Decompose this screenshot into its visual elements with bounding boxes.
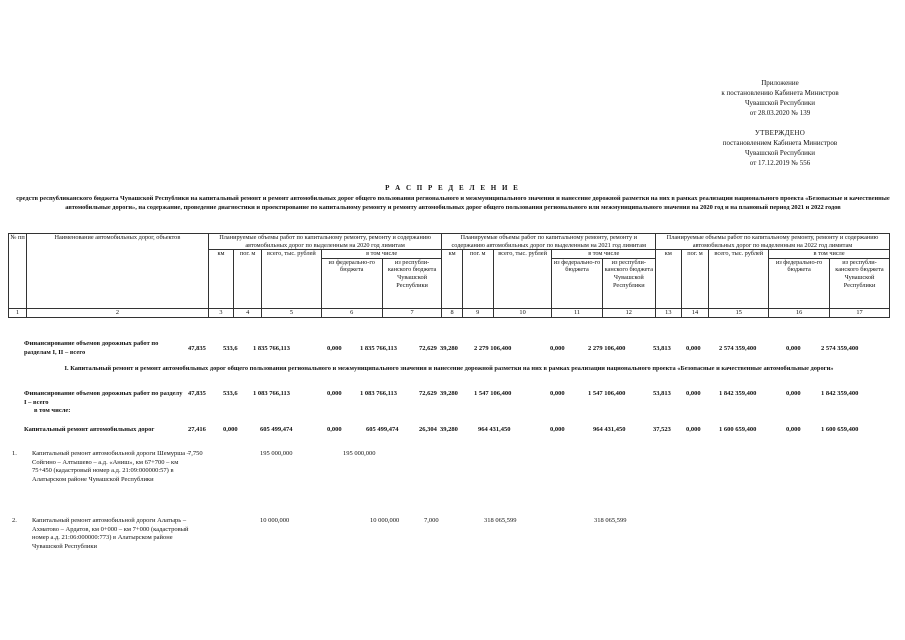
cell-pm-2020: 533,6 (223, 390, 238, 397)
cell-federal-2021: 0,000 (550, 390, 565, 397)
row-name-text: Финансирование объемов дорожных работ по разделу I – всего (24, 390, 183, 406)
cell-pm-2022: 0,000 (686, 345, 701, 352)
cell-republic-2020: 1 835 766,113 (360, 345, 398, 352)
document-subtitle: средств республиканского бюджета Чувашской Республики на капитальный ремонт и ремонт автомобильных дорог общего пользования регионального и межмуниципального значения и нанесение дорожной разметки на них в рамках реализации национального проекта «Безопасные и качественные автомобильные дороги», на содержание, проведение диагностики и проектирование по капитальному ремонту и ремонту автомобильных дорог общего пользования регионального или межмуниципального значения на 2020 год и на плановый период 2021 и 2022 годов (16, 195, 890, 211)
col-number: 9 (462, 308, 493, 317)
cell-km-2020: 47,835 (188, 390, 206, 397)
approved-line: Чувашской Республики (744, 149, 816, 157)
cell-km-2020: 7,750 (188, 450, 203, 457)
col-header-incl: в том числе (769, 250, 890, 259)
appendix-line: Приложение (761, 79, 799, 87)
col-header-km: км (208, 250, 234, 309)
col-number: 4 (234, 308, 262, 317)
cell-republic-2020: 195 000,000 (343, 450, 376, 457)
appendix-line: от 28.03.2020 № 139 (749, 109, 811, 117)
approved-block (700, 128, 860, 168)
col-header-num: № пп (9, 234, 27, 309)
distribution-table-header (8, 233, 890, 318)
col-number: 5 (262, 308, 322, 317)
appendix-line: к постановлению Кабинета Министров (721, 89, 839, 97)
col-number: 14 (681, 308, 709, 317)
col-number: 13 (656, 308, 682, 317)
cell-pm-2022: 0,000 (686, 390, 701, 397)
col-header-total: всего, тыс. рублей (709, 250, 769, 309)
cell-total-2021: 318 065,599 (484, 517, 517, 524)
row-name (24, 390, 184, 416)
cell-total-2022: 1 842 359,400 (719, 390, 757, 397)
approved-line: УТВЕРЖДЕНО (754, 129, 806, 137)
col-header-2020: Планируемые объемы работ по капитальному ремонту, ремонту и содержанию автомобильных дорог по выделенным на 2020 год лимитам (208, 234, 442, 250)
row-name: Капитальный ремонт автомобильной дороги Шемурша – Сойгино – Алтышево – а.д. «Аниш», км 67+700 – км 75+450 (кадастровый номер а.д. 21:09:000000:57) в Алатырском районе Чувашской Республики (32, 450, 190, 483)
col-number: 16 (769, 308, 830, 317)
cell-federal-2022: 0,000 (786, 390, 801, 397)
col-number: 12 (602, 308, 655, 317)
cell-republic-2020: 605 499,474 (366, 426, 399, 433)
approved-line: постановлением Кабинета Министров (722, 139, 838, 147)
cell-federal-2022: 0,000 (786, 426, 801, 433)
cell-republic-2021: 318 065,599 (594, 517, 627, 524)
row-incl: в том числе: (34, 407, 71, 415)
cell-federal-2020: 0,000 (327, 390, 342, 397)
col-number: 7 (382, 308, 442, 317)
row-name: Финансирование объемов дорожных работ по разделам I, II – всего (24, 340, 159, 356)
col-header-pm: пог. м (462, 250, 493, 309)
col-header-incl: в том числе (321, 250, 442, 259)
col-header-republic: из республи-канского бюджета Чувашской Республики (830, 258, 890, 308)
cell-federal-2020: 0,000 (327, 426, 342, 433)
col-header-total: всего, тыс. рублей (262, 250, 322, 309)
col-header-2021: Планируемые объемы работ по капитальному ремонту, ремонту и содержанию автомобильных дорог по выделенным на 2021 год лимитам (442, 234, 656, 250)
col-header-km: км (442, 250, 462, 309)
cell-pm-2022: 0,000 (686, 426, 701, 433)
col-header-pm: пог. м (681, 250, 709, 309)
col-header-republic: из республи-канского бюджета Чувашской Республики (382, 258, 442, 308)
document-title: Р А С П Р Е Д Е Л Е Н И Е (385, 184, 520, 192)
cell-km-2021: 26,304 (419, 426, 437, 433)
cell-km-2022: 53,813 (653, 345, 671, 352)
cell-pm-2021: 39,280 (440, 345, 458, 352)
cell-republic-2021: 964 431,450 (593, 426, 626, 433)
cell-km-2021: 72,629 (419, 390, 437, 397)
cell-republic-2022: 2 574 359,400 (821, 345, 859, 352)
cell-total-2021: 1 547 106,400 (474, 390, 512, 397)
col-number: 11 (552, 308, 602, 317)
cell-total-2021: 2 279 106,400 (474, 345, 512, 352)
col-header-total: всего, тыс. рублей (493, 250, 552, 309)
col-header-federal: из федерально-го бюджета (321, 258, 382, 308)
col-header-federal: из федерально-го бюджета (769, 258, 830, 308)
cell-federal-2022: 0,000 (786, 345, 801, 352)
cell-pm-2020: 0,000 (223, 426, 238, 433)
col-number: 17 (830, 308, 890, 317)
cell-republic-2020: 1 083 766,113 (360, 390, 398, 397)
cell-km-2021: 7,000 (424, 517, 439, 524)
cell-pm-2020: 533,6 (223, 345, 238, 352)
cell-total-2020: 1 835 766,113 (253, 345, 291, 352)
col-number: 8 (442, 308, 462, 317)
appendix-line: Чувашской Республики (744, 99, 816, 107)
cell-km-2022: 37,523 (653, 426, 671, 433)
cell-federal-2021: 0,000 (550, 426, 565, 433)
cell-total-2020: 195 000,000 (260, 450, 293, 457)
cell-km-2020: 47,835 (188, 345, 206, 352)
col-header-incl: в том числе (552, 250, 656, 259)
row-name: Капитальный ремонт автомобильных дорог (24, 426, 155, 433)
col-header-2022: Планируемые объемы работ по капитальному ремонту, ремонту и содержанию автомобильных дорог по выделенным на 2022 год лимитам (656, 234, 890, 250)
cell-km-2021: 72,629 (419, 345, 437, 352)
col-number: 6 (321, 308, 382, 317)
cell-total-2021: 964 431,450 (478, 426, 511, 433)
approved-line: от 17.12.2019 № 556 (749, 159, 811, 167)
col-number: 1 (9, 308, 27, 317)
cell-republic-2022: 1 842 359,400 (821, 390, 859, 397)
cell-total-2022: 1 600 659,400 (719, 426, 757, 433)
cell-total-2022: 2 574 359,400 (719, 345, 757, 352)
col-header-republic: из республи-канского бюджета Чувашской Республики (602, 258, 655, 308)
row-num: 2. (12, 517, 17, 524)
row-num: 1. (12, 450, 17, 457)
cell-federal-2020: 0,000 (327, 345, 342, 352)
col-header-km: км (656, 250, 682, 309)
cell-pm-2021: 39,280 (440, 390, 458, 397)
section-1-title: I. Капитальный ремонт и ремонт автомобильных дорог общего пользования регионального и межмуниципального значения и нанесение дорожной разметки на них в рамках реализации национального проекта «Безопасные и качественные автомобильные дороги» (64, 365, 834, 372)
col-header-pm: пог. м (234, 250, 262, 309)
row-name: Капитальный ремонт автомобильной дороги Алатырь – Ахматово – Ардатов, км 0+000 – км 7+000 (кадастровый номер а.д. 21:06:000000:773) в Алатырском районе Чувашской Республики (32, 517, 189, 550)
cell-federal-2021: 0,000 (550, 345, 565, 352)
col-number: 10 (493, 308, 552, 317)
appendix-block (700, 78, 860, 118)
col-number: 15 (709, 308, 769, 317)
cell-total-2020: 1 083 766,113 (253, 390, 291, 397)
cell-km-2022: 53,813 (653, 390, 671, 397)
cell-republic-2021: 2 279 106,400 (588, 345, 626, 352)
cell-republic-2022: 1 600 659,400 (821, 426, 859, 433)
cell-republic-2020: 10 000,000 (370, 517, 400, 524)
col-number: 2 (27, 308, 209, 317)
cell-total-2020: 10 000,000 (260, 517, 290, 524)
cell-km-2020: 27,416 (188, 426, 206, 433)
col-header-federal: из федерально-го бюджета (552, 258, 602, 308)
col-header-name: Наименование автомобильных дорог, объектов (27, 234, 209, 309)
cell-republic-2021: 1 547 106,400 (588, 390, 626, 397)
col-number: 3 (208, 308, 234, 317)
cell-total-2020: 605 499,474 (260, 426, 293, 433)
cell-pm-2021: 39,280 (440, 426, 458, 433)
